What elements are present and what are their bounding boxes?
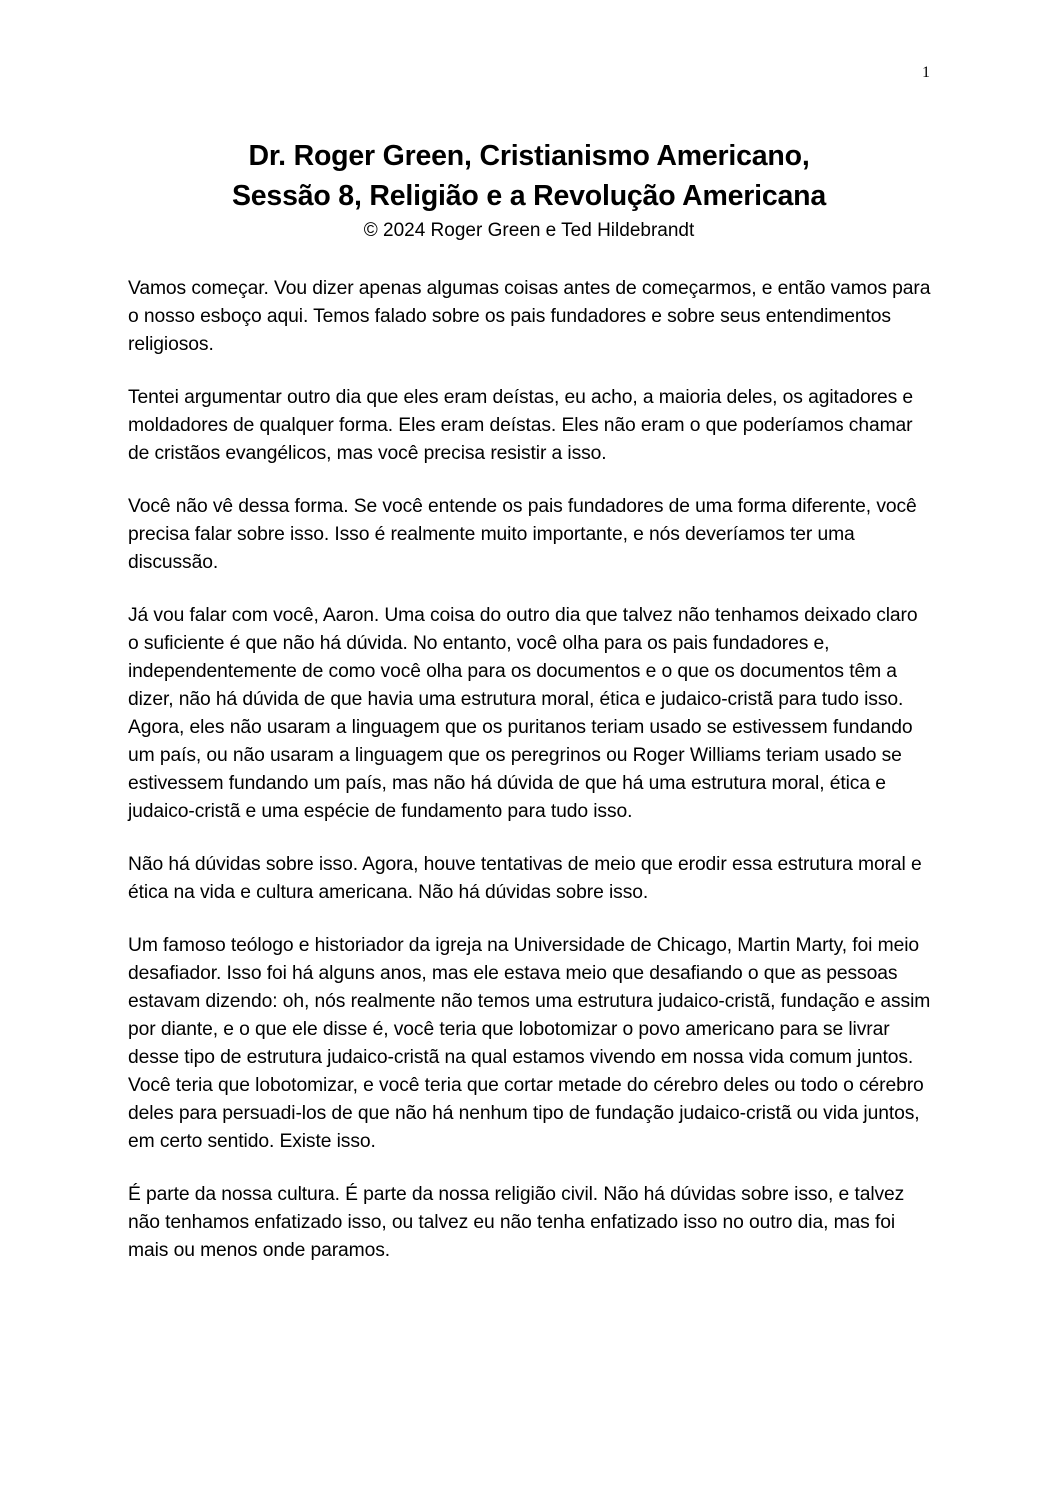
document-title-line-2: Sessão 8, Religião e a Revolução Americana xyxy=(231,180,827,212)
paragraph-5: Não há dúvidas sobre isso. Agora, houve tentativas de meio que erodir essa estrutura moral e ética na vida e cultura americana. Não há dúvidas sobre isso. xyxy=(128,854,922,903)
copyright-notice: © 2024 Roger Green e Ted Hildebrandt xyxy=(363,220,695,241)
paragraph-1: Vamos começar. Vou dizer apenas algumas coisas antes de começarmos, e então vamos para o nosso esboço aqui. Temos falado sobre os pais fundadores e sobre seus entendimentos religiosos. xyxy=(128,278,931,355)
title-block xyxy=(0,136,1058,245)
document-body xyxy=(128,275,933,1290)
paragraph-4: Já vou falar com você, Aaron. Uma coisa do outro dia que talvez não tenhamos deixado claro o suficiente é que não há dúvida. No entanto, você olha para os pais fundadores e, independentemente de como você olha para os documentos e o que os documentos têm a dizer, não há dúvida de que havia uma estrutura moral, ética e judaico-cristã para tudo isso. Agora, eles não usaram a linguagem que os puritanos teriam usado se estivessem fundando um país, ou não usaram a linguagem que os peregrinos ou Roger Williams teriam usado se estivessem fundando um país, mas não há dúvida de que há uma estrutura moral, ética e judaico-cristã e uma espécie de fundamento para tudo isso. xyxy=(128,605,918,822)
paragraph-7: É parte da nossa cultura. É parte da nossa religião civil. Não há dúvidas sobre isso, e talvez não tenhamos enfatizado isso, ou talvez eu não tenha enfatizado isso no outro dia, mas foi mais ou menos onde paramos. xyxy=(128,1184,905,1261)
page-number: 1 xyxy=(922,64,930,81)
paragraph-3: Você não vê dessa forma. Se você entende os pais fundadores de uma forma diferente, você precisa falar sobre isso. Isso é realmente muito importante, e nós deveríamos ter uma discussão. xyxy=(128,496,917,573)
document-title-line-1: Dr. Roger Green, Cristianismo Americano, xyxy=(248,140,810,172)
paragraph-2: Tentei argumentar outro dia que eles eram deístas, eu acho, a maioria deles, os agitadores e moldadores de qualquer forma. Eles eram deístas. Eles não eram o que poderíamos chamar de cristãos evangélicos, mas você precisa resistir a isso. xyxy=(128,387,914,464)
paragraph-6: Um famoso teólogo e historiador da igreja na Universidade de Chicago, Martin Marty, foi meio desafiador. Isso foi há alguns anos, mas ele estava meio que desafiando o que as pessoas estavam dizendo: oh, nós realmente não temos uma estrutura judaico-cristã, fundação e assim por diante, e o que ele disse é, você teria que lobotomizar o povo americano para se livrar desse tipo de estrutura judaico-cristã na qual estamos vivendo em nossa vida comum juntos. Você teria que lobotomizar, e você teria que cortar metade do cérebro deles ou todo o cérebro deles para persuadi-los de que não há nenhum tipo de fundação judaico-cristã ou vida juntos, em certo sentido. Existe isso. xyxy=(128,935,931,1152)
